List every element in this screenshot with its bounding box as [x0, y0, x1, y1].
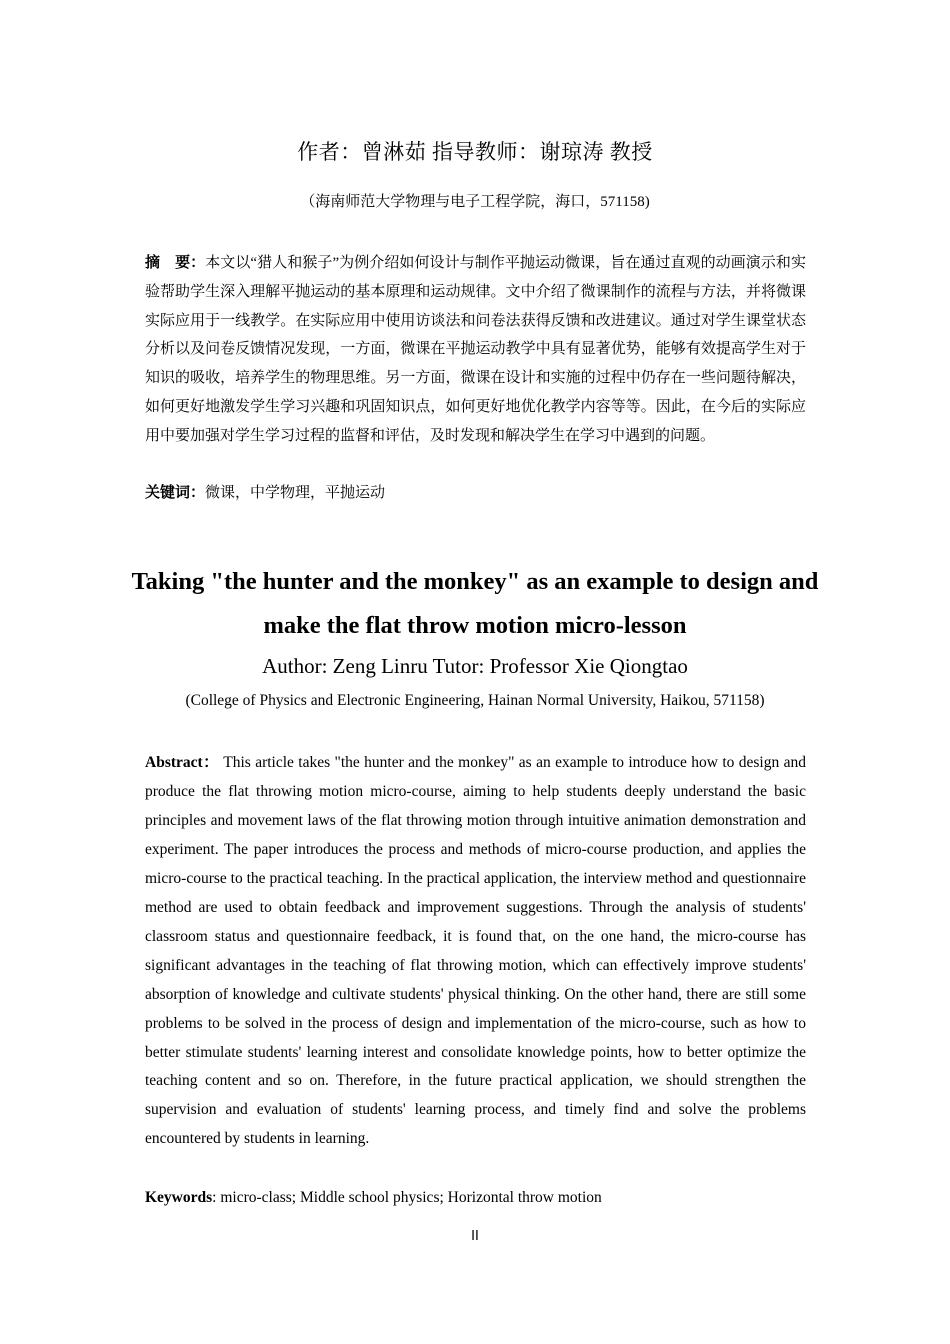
page-number: II — [471, 1229, 479, 1244]
chinese-keywords-label: 关键词： — [145, 485, 206, 501]
chinese-keywords — [145, 479, 806, 508]
english-keywords-text: : micro-class; Middle school physics; Horizontal throw motion — [212, 1189, 602, 1206]
chinese-abstract-label: 摘 要： — [145, 255, 206, 271]
english-author-line: Author: Zeng Linru Tutor: Professor Xie Qiongtao — [262, 654, 688, 678]
english-abstract-label: Abstract： — [145, 754, 220, 771]
chinese-author-line: 作者：曾淋茹 指导教师：谢琼涛 教授 — [297, 140, 653, 164]
english-affiliation: (College of Physics and Electronic Engineering, Hainan Normal University, Haikou, 571158) — [185, 692, 765, 709]
chinese-abstract-text: 本文以“猎人和猴子”为例介绍如何设计与制作平抛运动微课，旨在通过直观的动画演示和实验帮助学生深入理解平抛运动的基本原理和运动规律。文中介绍了微课制作的流程与方法，并将微课实际应用于一线教学。在实际应用中使用访谈法和问卷法获得反馈和改进建议。通过对学生课堂状态分析以及问卷反馈情况发现，一方面，微课在平抛运动教学中具有显著优势，能够有效提高学生对于知识的吸收，培养学生的物理思维。另一方面，微课在设计和实施的过程中仍存在一些问题待解决，如何更好地激发学生学习兴趣和巩固知识点，如何更好地优化教学内容等等。因此，在今后的实际应用中要加强对学生学习过程的监督和评估，及时发现和解决学生在学习中遇到的问题。 — [145, 255, 806, 444]
english-keywords-label: Keywords — [145, 1189, 213, 1206]
chinese-keywords-text: 微课，中学物理，平抛运动 — [205, 485, 386, 501]
english-abstract — [145, 749, 806, 1154]
english-title: Taking "the hunter and the monkey" as an example to design and make the flat throw motion micro-lesson — [131, 568, 819, 639]
english-abstract-text: This article takes "the hunter and the monkey" as an example to introduce how to design and produce the flat throwing motion micro-course, aiming to help students deeply understand the basic principles and movement laws of the flat throwing motion through intuitive animation demonstration and experiment. The paper introduces the process and methods of micro-course production, and applies the micro-course to the practical teaching. In the practical application, the interview method and questionnaire method are used to obtain feedback and improvement suggestions. Through the analysis of students' classroom status and questionnaire feedback, it is found that, on the one hand, the micro-course has significant advantages in the teaching of flat throwing motion, which can effectively improve students' absorption of knowledge and cultivate students' physical thinking. On the other hand, there are still some problems to be solved in the process of design and implementation of the micro-course, such as how to better stimulate students' learning interest and consolidate knowledge points, how to better optimize the teaching content and so on. Therefore, in the future practical application, we should strengthen the supervision and evaluation of students' learning process, and timely find and solve the problems encountered by students in learning. — [145, 754, 806, 1148]
chinese-abstract — [145, 249, 806, 451]
english-keywords — [145, 1184, 806, 1213]
chinese-affiliation: （海南师范大学物理与电子工程学院，海口，571158) — [300, 194, 650, 210]
